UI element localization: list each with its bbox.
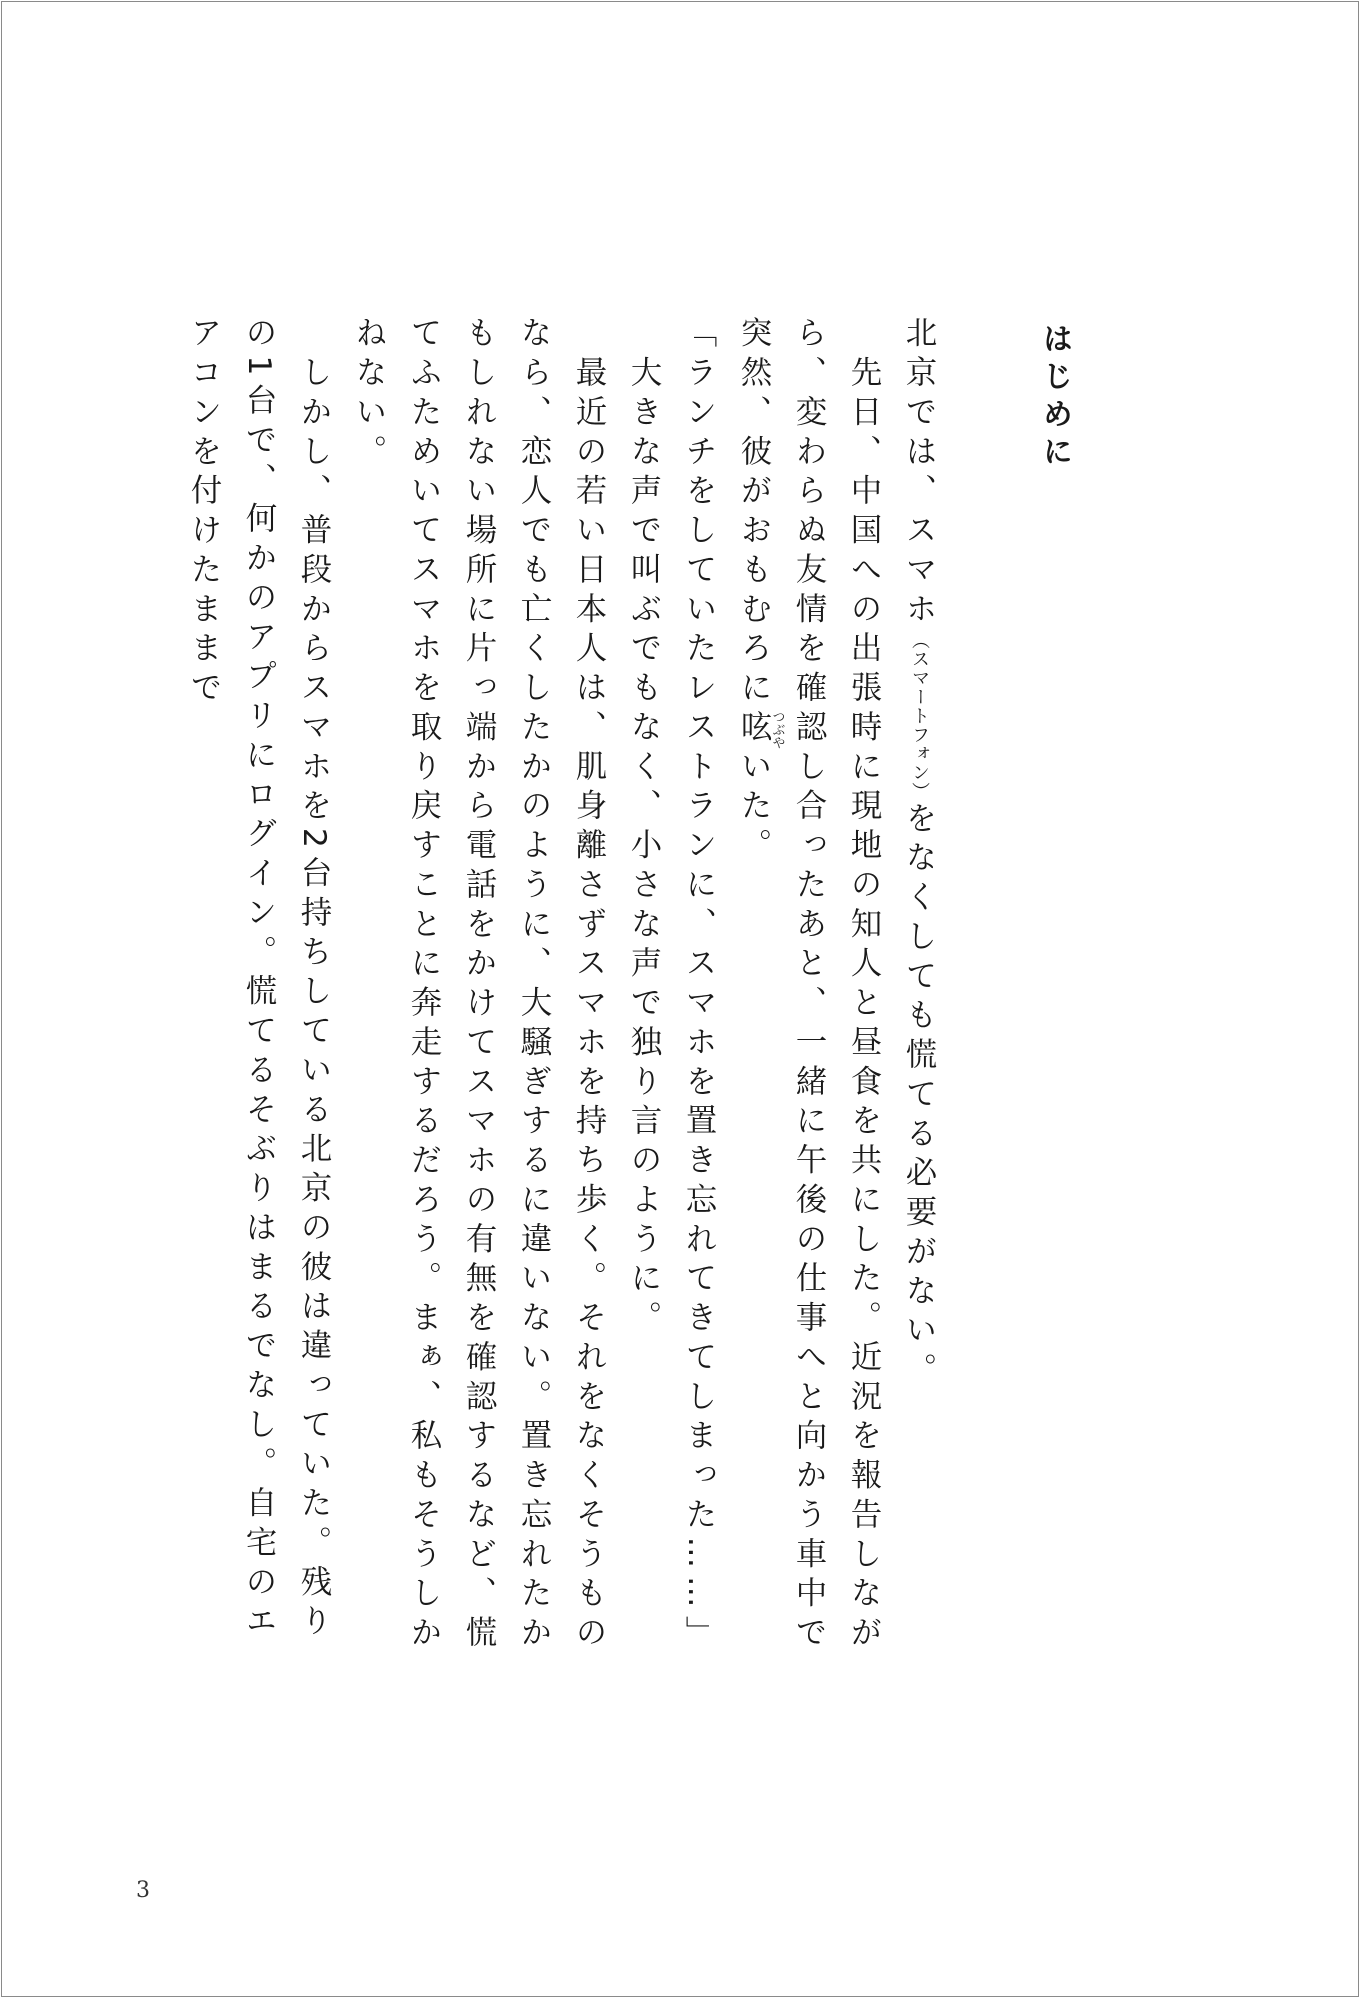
paragraph-6-text: しかし、普段からスマホを2台持ちしている北京の彼は違っていた。残りの1台で、何かのアプリにログイン。慌てるそぶりはまるでなし。自宅のエアコンを付けたままで [186,316,332,1644]
paragraph-1-parenthetical: （スマートフォン） [909,631,930,802]
ruby-word [736,709,785,750]
ruby-reading: つぶや [769,709,785,750]
paragraph-2 [726,316,891,1656]
paragraph-1 [891,316,947,1656]
paragraph-4 [616,316,671,1656]
paragraph-5-text: 最近の若い日本人は、肌身離さずスマホを持ち歩く。それをなくそうものなら、恋人でも亡くしたかのように、大騒ぎするに違いない。置き忘れたかもしれない場所に片っ端から電話をかけてスマホの有無を確認するなど、慌てふためいてスマホを取り戻すことに奔走するだろう。まぁ、私もそうしかねない。 [351,316,607,1655]
chapter-heading: はじめに [1037,323,1072,473]
paragraph-1-text-a: 北京では、スマホ [901,316,937,631]
ruby-base: 呟 [736,709,772,750]
page-number: 3 [136,1878,150,1903]
paragraph-2-text-a: 先日、中国への出張時に現地の知人と昼食を共にした。近況を報告しながら、変わらぬ友情を確認し合ったあと、一緒に午後の仕事へと向かう車中で突然、彼がおもむろに [736,316,882,1655]
body-text [176,316,947,1656]
paragraph-6 [176,316,341,1656]
paragraph-3: 「ランチをしていたレストランに、スマホを置き忘れてきてしまった……」 [681,316,717,1655]
paragraph-1-text-b: をなくしても慌てる必要がない。 [901,801,937,1392]
paragraph-5 [341,316,616,1656]
paragraph-2-text-b: いた。 [736,749,772,868]
paragraph-4-text: 大きな声で叫ぶでもなく、小さな声で独り言のように。 [626,355,662,1340]
